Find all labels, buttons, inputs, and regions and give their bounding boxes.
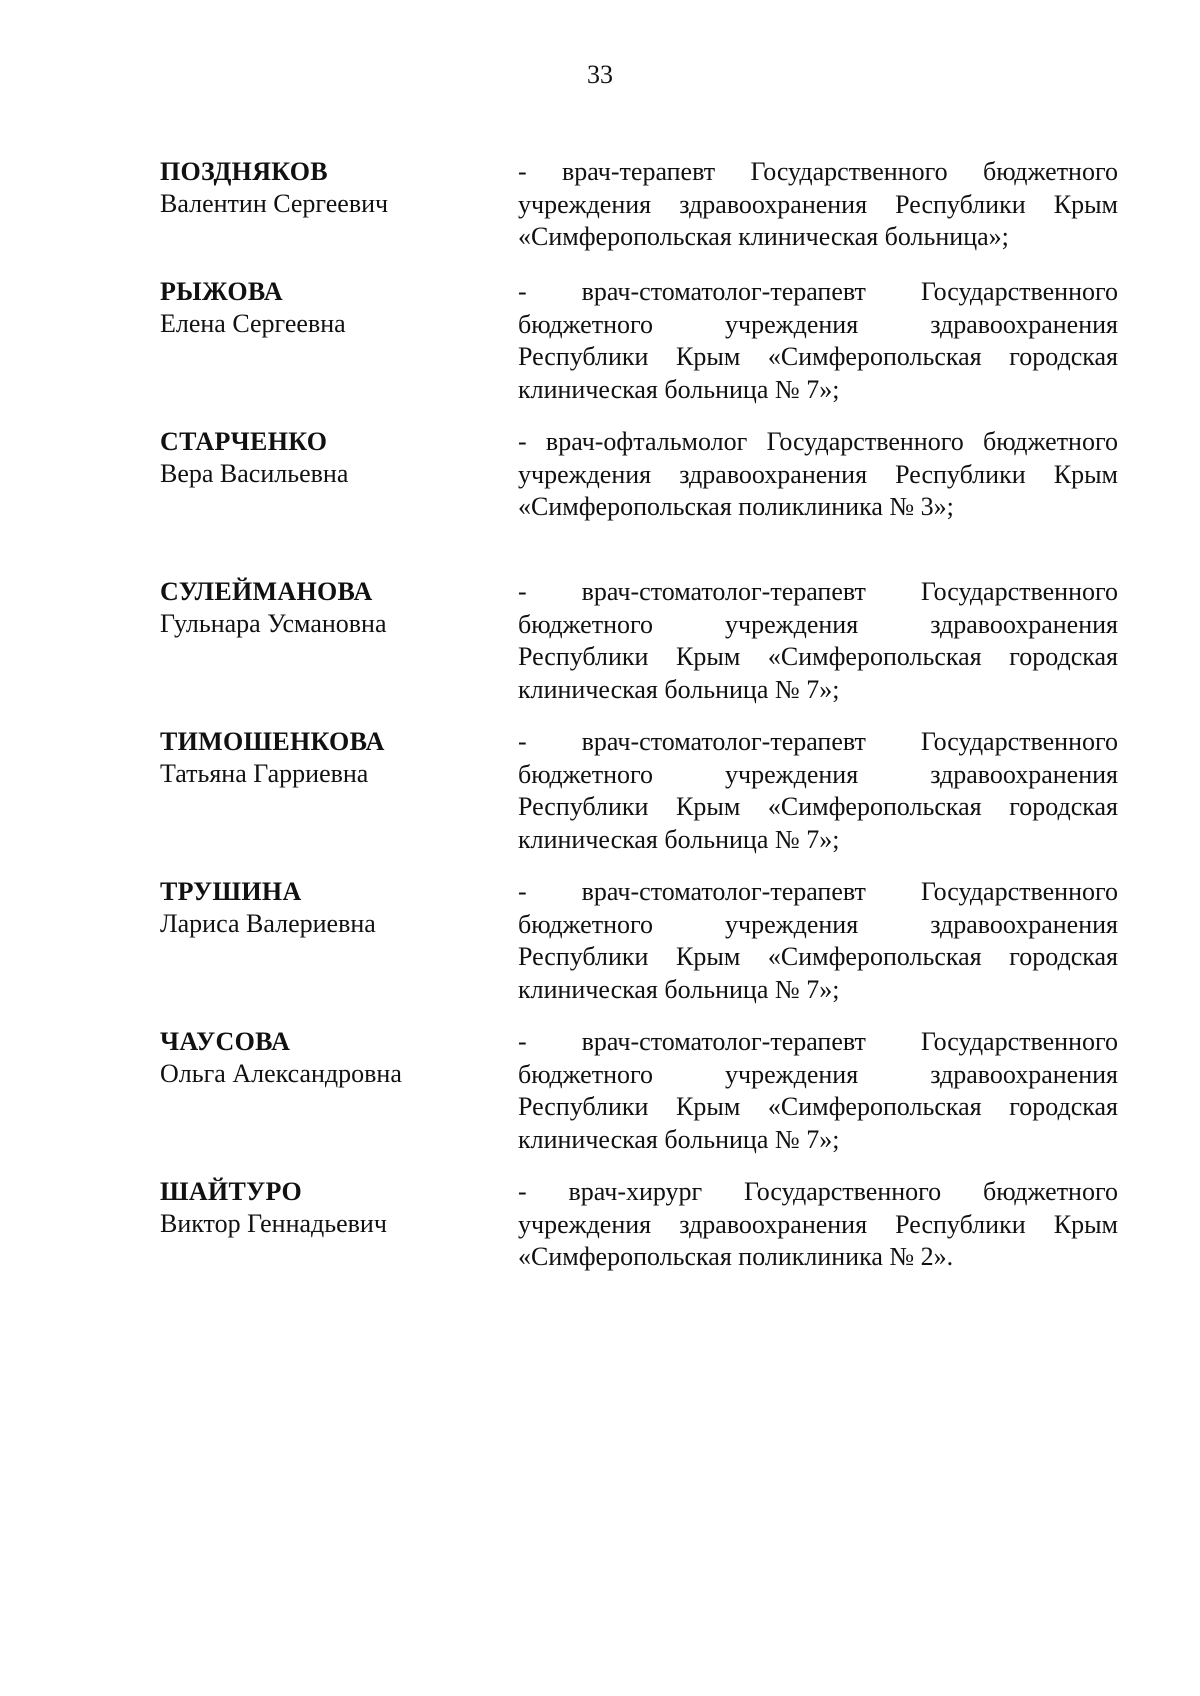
position-description: - врач-стоматолог-терапевт Государственного бюджетного учреждения здравоохранения Республики Крым «Симферопольская городская клиническая больница № 7»; bbox=[518, 1027, 1118, 1154]
list-item bbox=[0, 726, 1200, 876]
surname: ТИМОШЕНКОВА bbox=[160, 727, 385, 756]
person-name bbox=[160, 276, 490, 340]
given-name: Елена Сергеевна bbox=[160, 309, 346, 338]
list-item bbox=[0, 876, 1200, 1026]
given-name: Валентин Сергеевич bbox=[160, 189, 389, 218]
person-name bbox=[160, 576, 490, 640]
given-name: Ольга Александровна bbox=[160, 1059, 402, 1088]
position-description: - врач-хирург Государственного бюджетного учреждения здравоохранения Республики Крым «Симферопольская поликлиника № 2». bbox=[518, 1177, 1118, 1271]
given-name: Лариса Валериевна bbox=[160, 909, 376, 938]
person-name bbox=[160, 156, 490, 220]
position-description: - врач-стоматолог-терапевт Государственного бюджетного учреждения здравоохранения Республики Крым «Симферопольская городская клиническая больница № 7»; bbox=[518, 577, 1118, 704]
position-description: - врач-стоматолог-терапевт Государственного бюджетного учреждения здравоохранения Республики Крым «Симферопольская городская клиническая больница № 7»; bbox=[518, 277, 1118, 404]
staff-list bbox=[0, 156, 1200, 1326]
list-item bbox=[0, 1176, 1200, 1326]
list-item bbox=[0, 276, 1200, 426]
surname: ТРУШИНА bbox=[160, 877, 302, 906]
surname: ПОЗДНЯКОВ bbox=[160, 157, 328, 186]
given-name: Гульнара Усмановна bbox=[160, 609, 387, 638]
person-name bbox=[160, 1026, 490, 1090]
position-description: - врач-стоматолог-терапевт Государственного бюджетного учреждения здравоохранения Республики Крым «Симферопольская городская клиническая больница № 7»; bbox=[518, 727, 1118, 854]
surname: ШАЙТУРО bbox=[160, 1177, 303, 1206]
list-item bbox=[0, 576, 1200, 726]
position-description: - врач-офтальмолог Государственного бюджетного учреждения здравоохранения Республики Крым «Симферопольская поликлиника № 3»; bbox=[518, 427, 1118, 521]
list-item bbox=[0, 156, 1200, 276]
list-item bbox=[0, 1026, 1200, 1176]
list-item bbox=[0, 426, 1200, 576]
surname: РЫЖОВА bbox=[160, 277, 283, 306]
person-name bbox=[160, 726, 490, 790]
person-name bbox=[160, 876, 490, 940]
surname: ЧАУСОВА bbox=[160, 1027, 291, 1056]
position-description: - врач-терапевт Государственного бюджетного учреждения здравоохранения Республики Крым «Симферопольская клиническая больница»; bbox=[518, 157, 1118, 251]
page-number: 33 bbox=[587, 60, 613, 89]
given-name: Татьяна Гарриевна bbox=[160, 759, 369, 788]
surname: СУЛЕЙМАНОВА bbox=[160, 577, 373, 606]
given-name: Вера Васильевна bbox=[160, 459, 349, 488]
surname: СТАРЧЕНКО bbox=[160, 427, 328, 456]
person-name bbox=[160, 426, 490, 490]
position-description: - врач-стоматолог-терапевт Государственного бюджетного учреждения здравоохранения Республики Крым «Симферопольская городская клиническая больница № 7»; bbox=[518, 877, 1118, 1004]
given-name: Виктор Геннадьевич bbox=[160, 1209, 387, 1238]
person-name bbox=[160, 1176, 490, 1240]
